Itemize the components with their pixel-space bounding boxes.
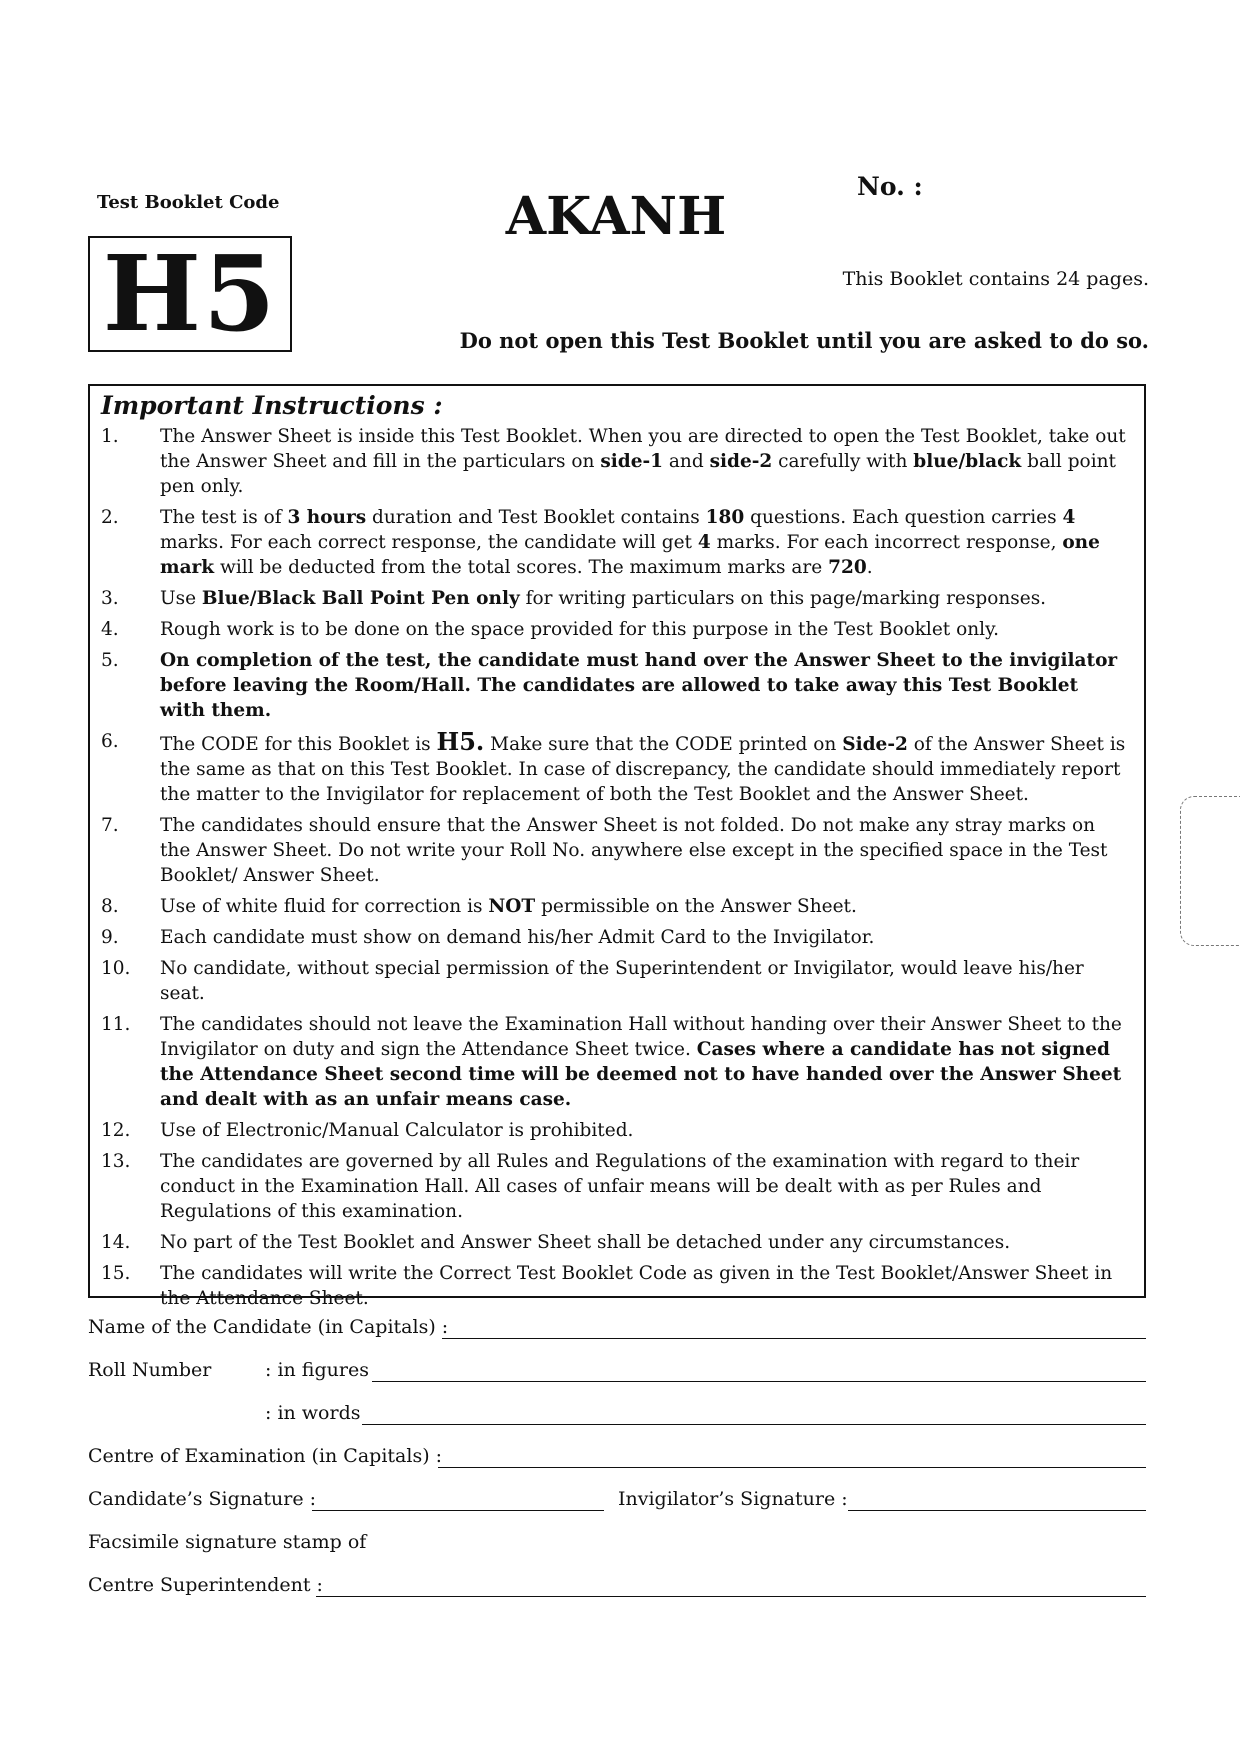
instruction-text: The test is of [160, 507, 288, 528]
instruction-item [90, 813, 1144, 888]
instruction-text: On completion of the test, the candidate must hand over the Answer Sheet to the invigilator before leaving the Room/Hall. The candidates are allowed to take away this Test Booklet with them. [160, 650, 1118, 721]
instruction-text: Use [160, 588, 202, 609]
instruction-text: blue/black [913, 451, 1022, 472]
instruction-text: permissible on the Answer Sheet. [535, 896, 857, 917]
instructions-heading: Important Instructions : [101, 391, 443, 420]
instruction-text: duration and Test Booklet contains [366, 507, 706, 528]
instruction-text: questions. Each question carries [744, 507, 1063, 528]
centre-field[interactable] [438, 1467, 1146, 1468]
instruction-number: 2. [101, 507, 119, 528]
instruction-text: No candidate, without special permission of the Superintendent or Invigilator, would leave his/her seat. [160, 958, 1084, 1004]
instructions-list [90, 424, 1144, 1317]
instruction-number: 12. [101, 1120, 131, 1141]
facsimile-label: Facsimile signature stamp of [88, 1531, 367, 1553]
in-figures-label: : in figures [265, 1359, 369, 1381]
instruction-text: Blue/Black Ball Point Pen only [201, 588, 520, 609]
instruction-text: 180 [705, 507, 745, 528]
instruction-number: 15. [101, 1263, 131, 1284]
instruction-text: side-1 [600, 451, 664, 472]
instruction-text: The candidates are governed by all Rules and Regulations of the examination with regard to their conduct in the Examination Hall. All cases of unfair means will be dealt with as per Rules and Regulations of this examination. [160, 1151, 1080, 1222]
instruction-number: 11. [101, 1014, 131, 1035]
instruction-text: one mark [160, 532, 1100, 578]
roll-number-label: Roll Number [88, 1359, 212, 1381]
instruction-text: of the Answer Sheet is the same as that on this Test Booklet. In case of discrepancy, the candidate should immediately report the matter to the Invigilator for replacement of both the Test Booklet and the Answer Sheet. [160, 734, 1126, 805]
instruction-text: for writing particulars on this page/marking responses. [519, 588, 1047, 609]
instruction-number: 8. [101, 896, 119, 917]
instruction-item [90, 617, 1144, 642]
instruction-number: 5. [101, 650, 119, 671]
in-words-label: : in words [265, 1402, 361, 1424]
instruction-item [90, 925, 1144, 950]
instruction-text: and [663, 451, 710, 472]
instruction-item [90, 1261, 1144, 1311]
instruction-text: H5. [436, 727, 485, 756]
instruction-item [90, 1230, 1144, 1255]
series-code-title: AKANH [505, 186, 727, 247]
instruction-number: 13. [101, 1151, 131, 1172]
instruction-number: 4. [101, 619, 119, 640]
instruction-number: 6. [101, 731, 119, 752]
instruction-number: 1. [101, 426, 119, 447]
instruction-item [90, 894, 1144, 919]
instruction-text: Rough work is to be done on the space provided for this purpose in the Test Booklet only. [160, 619, 999, 640]
instruction-text: 4 [697, 532, 711, 553]
instruction-item [90, 424, 1144, 499]
invigilator-signature-label: Invigilator’s Signature : [618, 1488, 848, 1510]
open-warning: Do not open this Test Booklet until you are asked to do so. [459, 328, 1149, 353]
instruction-number: 3. [101, 588, 119, 609]
instruction-text: will be deducted from the total scores. The maximum marks are [214, 557, 829, 578]
booklet-code-box [88, 232, 292, 355]
perforation-mark [1180, 796, 1240, 946]
superintendent-label: Centre Superintendent : [88, 1574, 323, 1596]
instruction-text: No part of the Test Booklet and Answer Sheet shall be detached under any circumstances. [160, 1232, 1011, 1253]
instruction-text: 720 [828, 557, 867, 578]
instruction-text: The candidates should not leave the Examination Hall without handing over their Answer Sheet to the Invigilator on duty and sign the Attendance Sheet twice. [160, 1014, 1122, 1060]
instruction-number: 7. [101, 815, 119, 836]
instruction-text: The candidates will write the Correct Test Booklet Code as given in the Test Booklet/Answer Sheet in the Attendance Sheet. [160, 1263, 1113, 1309]
instruction-text: Side-2 [842, 734, 908, 755]
instruction-text: 3 hours [287, 507, 367, 528]
instruction-item [90, 1149, 1144, 1224]
candidate-name-field[interactable] [442, 1338, 1146, 1339]
invigilator-signature-field[interactable] [848, 1510, 1146, 1511]
instruction-text: Cases where a candidate has not signed the Attendance Sheet second time will be deemed not to have handed over the Answer Sheet and dealt with as an unfair means case. [160, 1039, 1122, 1110]
instruction-text: carefully with [772, 451, 914, 472]
instruction-text: Each candidate must show on demand his/her Admit Card to the Invigilator. [160, 927, 875, 948]
instruction-text: marks. For each correct response, the candidate will get [160, 532, 698, 553]
instruction-text: Use of white fluid for correction is [160, 896, 489, 917]
instruction-text: NOT [488, 896, 536, 917]
instruction-item [90, 505, 1144, 580]
roll-number-figures-field[interactable] [372, 1381, 1146, 1382]
instruction-number: 14. [101, 1232, 131, 1253]
instruction-text: marks. For each incorrect response, [710, 532, 1063, 553]
instructions-box [88, 384, 1146, 1309]
instruction-text: Make sure that the CODE printed on [484, 734, 843, 755]
centre-label: Centre of Examination (in Capitals) : [88, 1445, 443, 1467]
instruction-item [90, 1012, 1144, 1112]
instruction-item [90, 1118, 1144, 1143]
booklet-number-label: No. : [857, 172, 923, 201]
instruction-text: . [866, 557, 873, 578]
booklet-code-caption: Test Booklet Code [97, 192, 280, 213]
roll-number-words-field[interactable] [362, 1424, 1146, 1425]
instruction-text: ball point pen only. [160, 451, 1116, 497]
candidate-name-label: Name of the Candidate (in Capitals) : [88, 1316, 449, 1338]
instruction-text: The Answer Sheet is inside this Test Booklet. When you are directed to open the Test Booklet, take out the Answer Sheet and fill in the particulars on [160, 426, 1126, 472]
instruction-number: 9. [101, 927, 119, 948]
candidate-signature-label: Candidate’s Signature : [88, 1488, 316, 1510]
instruction-item [90, 648, 1144, 723]
instruction-number: 10. [101, 958, 131, 979]
instruction-item [90, 729, 1144, 807]
booklet-code-value: H5 [102, 232, 278, 355]
instruction-item [90, 956, 1144, 1006]
page-count-note: This Booklet contains 24 pages. [842, 268, 1149, 290]
instruction-item [90, 586, 1144, 611]
superintendent-field[interactable] [316, 1596, 1146, 1597]
instruction-text: Use of Electronic/Manual Calculator is prohibited. [160, 1120, 634, 1141]
instruction-text: 4 [1062, 507, 1076, 528]
candidate-signature-field[interactable] [312, 1510, 604, 1511]
instruction-text: side-2 [709, 451, 773, 472]
instruction-text: The candidates should ensure that the Answer Sheet is not folded. Do not make any stray marks on the Answer Sheet. Do not write your Roll No. anywhere else except in the specified space in the Test Booklet/ Answer Sheet. [160, 815, 1108, 886]
instruction-text: The CODE for this Booklet is [160, 734, 437, 755]
